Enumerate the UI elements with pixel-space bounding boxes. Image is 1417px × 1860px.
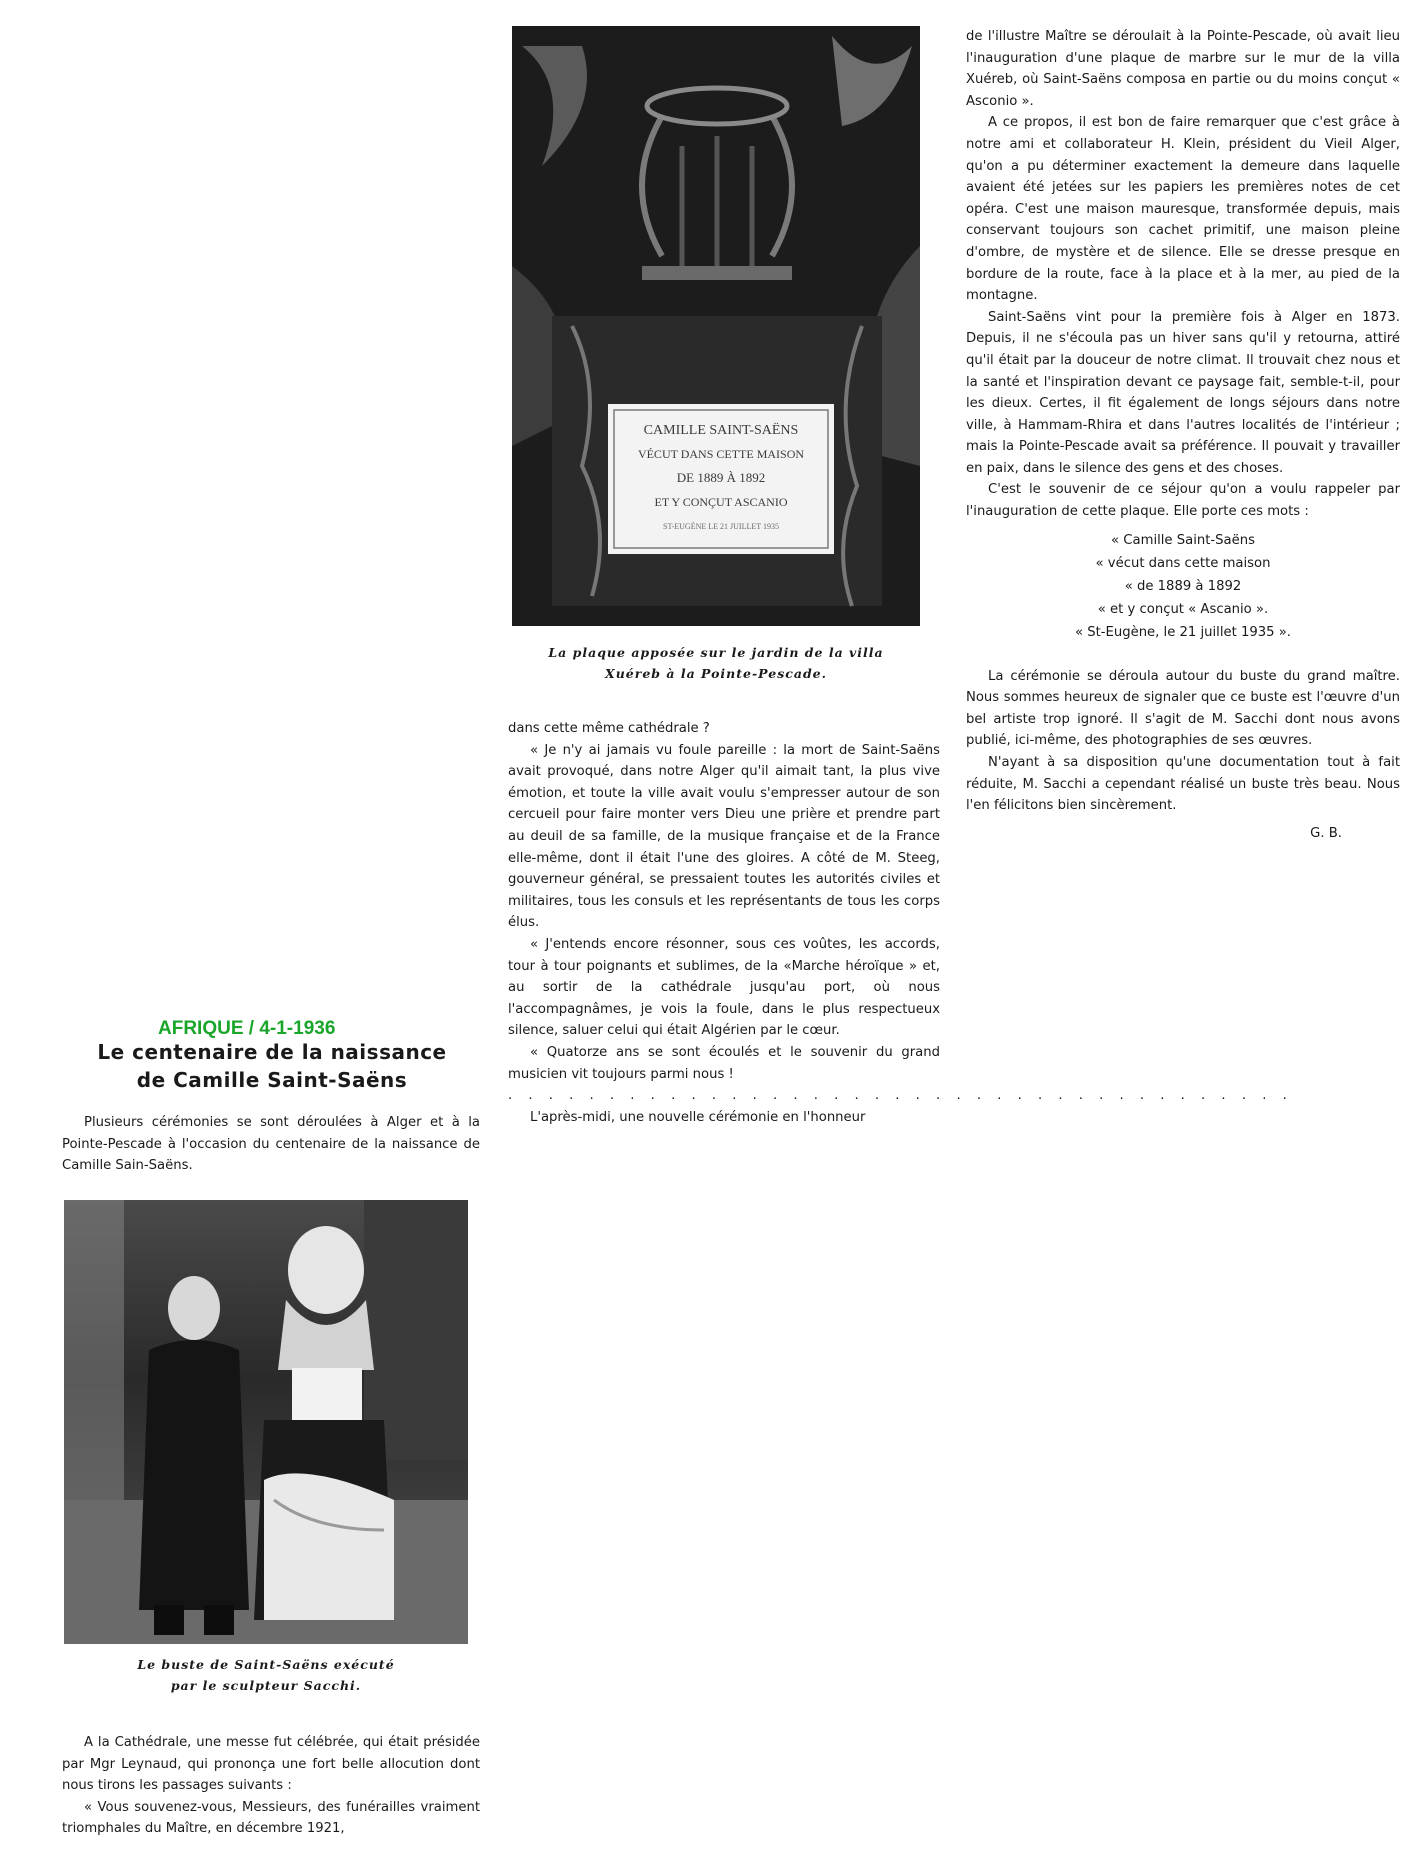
paragraph: « Je n'y ai jamais vu foule pareille : la mort de Saint-Saëns avait provoqué, dans notre Alger qu'il aimait tant, la plus vive émotion, et toute la ville avait voulu s'empresser autour de son cercueil pour faire monter vers Dieu une prière et prendre part au deuil de sa famille, de la musique française et de la France elle-même, dont il était l'une des gloires. A côté de M. Steeg, gouverneur général, se pressaient toutes les autorités civiles et militaires, tous les consuls et les représentants de tous les corps élus. (508, 742, 940, 931)
bust-caption-line-1: Le buste de Saint-Saëns exécuté (137, 1657, 395, 1672)
paragraph: dans cette même cathédrale ? (508, 721, 710, 736)
plaque-line: CAMILLE SAINT-SAËNS (643, 423, 799, 438)
bust-photo (64, 1200, 468, 1644)
title-line-2: de Camille Saint-Saëns (136, 1068, 408, 1092)
plaque-caption-line-2: Xuéreb à la Pointe-Pescade. (605, 666, 827, 681)
intro-paragraph (62, 1112, 480, 1177)
paragraph: N'ayant à sa disposition qu'une documentation tout à fait réduite, M. Sacchi a cependant réalisé un buste très beau. Nous l'en félicitons bien sincèrement. (966, 755, 1400, 814)
plaque-line: DE 1889 À 1892 (676, 470, 766, 485)
paragraph: de l'illustre Maître se déroulait à la Pointe-Pescade, où avait lieu l'inauguration d'une plaque de marbre sur le mur de la villa Xuéreb, où Saint-Saëns composa en partie ou du moins conçut « Asconio ». (966, 29, 1400, 109)
paragraph: « Vous souvenez-vous, Messieurs, des funérailles vraiment triomphales du Maître, en décembre 1921, (62, 1799, 480, 1837)
signature: G. B. (1310, 825, 1342, 841)
intro-text: Plusieurs cérémonies se sont déroulées à Alger et à la Pointe-Pescade à l'occasion du centenaire de la naissance de Camille Sain-Saëns. (62, 1115, 480, 1174)
paragraph: C'est le souvenir de ce séjour qu'on a voulu rappeler par l'inauguration de cette plaque. Elle porte ces mots : (966, 482, 1400, 520)
paragraph: A ce propos, il est bon de faire remarquer que c'est grâce à notre ami et collaborateur H. Klein, président du Vieil Alger, qu'on a pu déterminer exactement la demeure dans laquelle avaient été jetées sur les papiers les premières notes de cet opéra. C'est une maison mauresque, transformée depuis, mais conservant toujours son cachet primitif, une maison pleine d'ombre, de mystère et de silence. Elle se dresse presque en bordure de la route, face à la place et à la mer, au pied de la montagne. (966, 115, 1400, 304)
paragraph: A la Cathédrale, une messe fut célébrée, qui était présidée par Mgr Leynaud, qui prononça une fort belle allocution dont nous tirons les passages suivants : (62, 1735, 480, 1794)
bust-photo-image (64, 1200, 468, 1644)
ellipsis-separator: . . . . . . . . . . . . . . . . . . . . . . . . . . . . . . . . . . . . . . . (508, 1088, 1293, 1104)
column-3-text (966, 26, 1400, 844)
inscription-line: « vécut dans cette maison (1095, 555, 1271, 571)
inscription-line: « et y conçut « Ascanio ». (1097, 601, 1269, 617)
plaque-line: VÉCUT DANS CETTE MAISON (637, 447, 805, 461)
paragraph: L'après-midi, une nouvelle cérémonie en l'honneur (530, 1109, 866, 1125)
bust-caption (64, 1654, 468, 1696)
plaque-line: ET Y CONÇUT ASCANIO (654, 495, 788, 509)
plaque-line: ST-EUGÈNE LE 21 JUILLET 1935 (663, 522, 779, 531)
paragraph: « J'entends encore résonner, sous ces voûtes, les accords, tour à tour poignants et sublimes, de la «Marche héroïque » et, au sortir de la cathédrale jusqu'au port, où nous l'accompagnâmes, je vois la foule, dans le plus respectueux silence, saluer celui qui était Algérien par le cœur. (508, 936, 940, 1039)
column-1-text (62, 1732, 480, 1840)
plaque-caption (512, 642, 920, 684)
inscription-quote (966, 529, 1400, 644)
plaque-photo-image (512, 26, 920, 626)
inscription-line: « de 1889 à 1892 (1124, 578, 1242, 594)
paragraph: Saint-Saëns vint pour la première fois à Alger en 1873. Depuis, il ne s'écoula pas un hiver sans qu'il y retourna, attiré qu'il était par la douceur de notre climat. Il trouvait chez nous et la santé et l'inspiration devant ce paysage fait, semble-t-il, pour les dieux. Certes, il fit également de longs séjours dans notre ville, à Hammam-Rhira et dans l'autres localités de l'intérieur ; mais la Pointe-Pescade avait sa préférence. Il pouvait y travailler en paix, dans le silence des gens et des choses. (966, 309, 1400, 476)
inscription-line: « Camille Saint-Saëns (1111, 532, 1255, 548)
bust-caption-line-2: par le sculpteur Sacchi. (170, 1678, 362, 1693)
paragraph: La cérémonie se déroula autour du buste du grand maître. Nous sommes heureux de signaler que ce buste est l'œuvre d'un bel artiste trop ignoré. Il s'agit de M. Sacchi dont nous avons publié, ici-même, des photographies de ses œuvres. (966, 668, 1400, 749)
inscription-line: « St-Eugène, le 21 juillet 1935 ». (1074, 624, 1292, 640)
plaque-caption-line-1: La plaque apposée sur le jardin de la villa (548, 645, 884, 660)
article-title (62, 1038, 482, 1094)
plaque-photo (512, 26, 920, 626)
title-line-1: Le centenaire de la naissance (97, 1040, 447, 1064)
date-stamp: AFRIQUE / 4-1-1936 (158, 1018, 336, 1039)
paragraph: « Quatorze ans se sont écoulés et le souvenir du grand musicien vit toujours parmi nous ! (508, 1044, 940, 1082)
